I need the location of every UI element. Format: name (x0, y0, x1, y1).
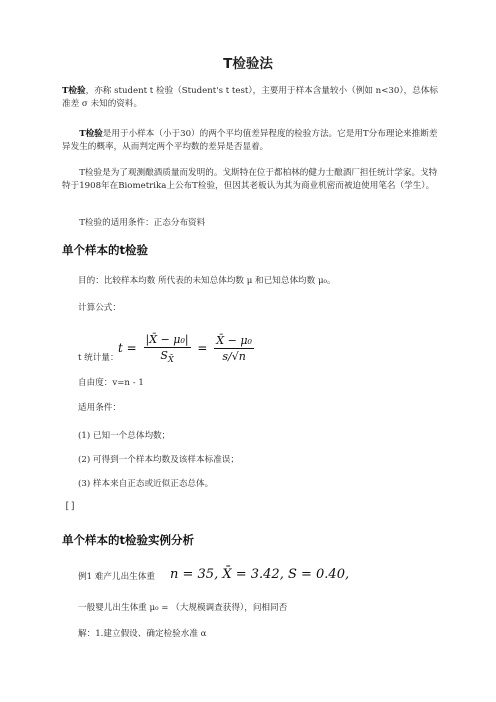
fraction-std-denominator: s/√n (222, 350, 246, 364)
example-math: n = 35, X̄ = 3.42, S = 0.40, (170, 567, 350, 582)
definition-term: T检验 (79, 129, 103, 139)
fraction-std-numerator: X̄ − μ₀ (216, 334, 252, 348)
example-label: 例1 难产儿出生体重 (78, 572, 155, 582)
intro-term: T检验 (62, 86, 86, 96)
fraction-abs-numerator: |X̄ − μ₀| (145, 333, 189, 346)
history-paragraph: T检验是为了观测酿酒质量而发明的。戈斯特在位于都柏林的健力士酿酒厂担任统计学家。戈特特于1908年在Biometrika上公布T检验，但因其老板认为其为商业机密而被迫使用笔名（学生）。 (62, 168, 438, 191)
purpose-text: 目的：比较样本均数 所代表的未知总体均数 μ 和已知总体均数 μ₀。 (78, 276, 336, 286)
page-title: T检验法 (223, 56, 273, 72)
fraction-abs-denominator (144, 348, 191, 364)
condition-item: (2) 可得到一个样本均数及该样本标准误； (78, 455, 239, 465)
condition-item: (1) 已知一个总体均数； (78, 431, 171, 441)
conditions-paragraph: T检验的适用条件：正态分布资料 (79, 218, 206, 228)
definition-paragraph (62, 128, 442, 153)
condition-item: (3) 样本来自正态或近似正态总体。 (78, 479, 214, 489)
fraction-abs (144, 333, 191, 364)
intro-text: ，亦称 student t 检验（Student's t test），主要用于样本含量较小（例如 n<30），总体标准差 σ 未知的资料。 (62, 86, 438, 109)
t-statistic-label: t 统计量： (78, 353, 119, 363)
solution-step: 解：1.建立假设、确定检验水准 α (78, 629, 207, 639)
section-heading-example: 单个样本的t检验实例分析 (62, 533, 194, 547)
definition-text: 是用于小样本（小于30）的两个平均值差异程度的检验方法。它是用T分布理论来推断差异发生的概率，从而判定两个平均数的差异是否显着。 (62, 129, 438, 152)
den-s: S (160, 349, 168, 362)
section-heading-one-sample: 单个样本的t检验 (62, 243, 148, 257)
formula-label: 计算公式： (78, 303, 121, 313)
intro-paragraph (62, 85, 442, 110)
fraction-std (214, 334, 254, 363)
placeholder-bracket: [] (64, 501, 77, 512)
degrees-of-freedom: 自由度：v=n - 1 (78, 378, 144, 388)
den-sub: X̄ (167, 355, 174, 365)
t-formula (118, 333, 257, 364)
formula-eq-2: = (197, 341, 208, 356)
formula-t: t (118, 341, 123, 356)
formula-eq-1: = (126, 341, 137, 356)
general-weight-text: 一般婴儿出生体重 μ₀ = （大规模调查获得），问相同否 (78, 603, 288, 613)
conditions-title: 适用条件： (78, 403, 121, 413)
